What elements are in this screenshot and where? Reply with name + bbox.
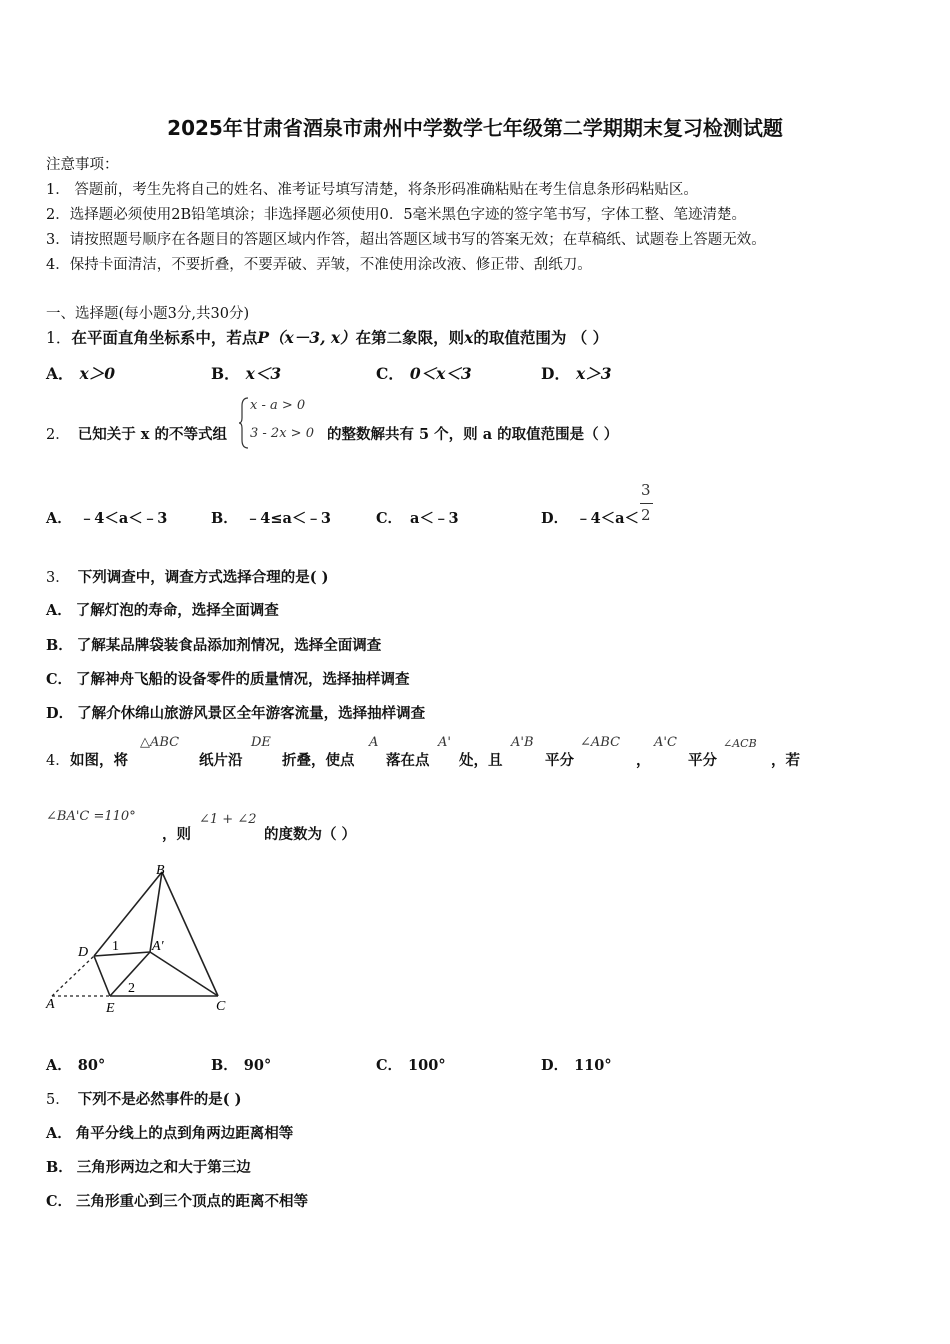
- option-label: C．: [376, 510, 403, 527]
- option-text: 90°: [243, 1057, 272, 1074]
- option-label: D．: [541, 364, 570, 383]
- notice-item-4: 4．保持卡面清洁，不要折叠，不要弄破、弄皱，不准使用涂改液、修正带、刮纸刀。: [46, 257, 592, 273]
- option-label: A．: [46, 510, 72, 527]
- question-number: 2．: [46, 427, 70, 443]
- option-label: C．: [376, 364, 404, 383]
- math-a-prime-b: A'B: [511, 735, 534, 750]
- option-label: D．: [541, 510, 569, 527]
- option-label: B．: [211, 1057, 238, 1074]
- question-number: 4．: [46, 753, 70, 769]
- notice-item-1: 1． 答题前，考生先将自己的姓名、准考证号填写清楚，将条形码准确粘贴在考生信息条形码粘贴区。: [46, 182, 698, 198]
- option-text: 了解某品牌袋装食品添加剂情况，选择全面调查: [76, 637, 382, 654]
- option-b[interactable]: [211, 1054, 271, 1075]
- question-text: 如图，将: [70, 752, 128, 769]
- option-text: x＜3: [245, 364, 282, 383]
- option-text: 80°: [77, 1057, 106, 1074]
- option-text: a＜﹣3: [410, 510, 459, 527]
- label-d: D: [78, 945, 89, 960]
- question-text: 在平面直角坐标系中，若点: [71, 328, 258, 347]
- question-number: 5．: [46, 1092, 70, 1108]
- option-a[interactable]: [46, 1054, 105, 1075]
- fold-de: [94, 956, 110, 996]
- math-a: A: [369, 735, 379, 750]
- inequality-2: 3 - 2x > 0: [250, 426, 314, 441]
- math-angle-acb: ∠ACB: [723, 737, 757, 750]
- option-b[interactable]: [211, 362, 281, 384]
- option-text: 三角形两边之和大于第三边: [76, 1159, 251, 1176]
- page-title: 2025年甘肃省酒泉市肃州中学数学七年级第二学期期末复习检测试题: [167, 116, 783, 140]
- label-angle-2: 2: [128, 981, 135, 996]
- question-text: 处，且: [459, 752, 503, 769]
- question-text: ，若: [771, 752, 800, 769]
- fold-da-prime: [94, 952, 150, 956]
- question-1: [46, 326, 608, 348]
- question-3: [46, 566, 329, 587]
- option-b[interactable]: [46, 634, 381, 655]
- option-text: ﹣4≤a＜﹣3: [245, 510, 331, 527]
- label-angle-1: 1: [112, 939, 119, 954]
- brace-icon: [238, 396, 250, 450]
- option-text: 三角形重心到三个顶点的距离不相等: [76, 1193, 309, 1210]
- option-label: A．: [46, 602, 72, 619]
- option-text: x＞3: [575, 364, 612, 383]
- label-e: E: [106, 1001, 115, 1016]
- option-c[interactable]: [376, 1054, 446, 1075]
- option-c[interactable]: [46, 668, 410, 689]
- question-text: ，: [636, 752, 651, 769]
- notice-item-3: 3．请按照题号顺序在各题目的答题区域内作答，超出答题区域书写的答案无效；在草稿纸、试题卷上答题无效。: [46, 232, 766, 248]
- option-label: D．: [541, 1057, 569, 1074]
- question-text: 的整数解共有 5 个，则 a 的取值范围是（ ）: [327, 426, 619, 443]
- fraction-denominator: 2: [641, 506, 651, 524]
- option-label: C．: [46, 1193, 73, 1210]
- math-a-prime-c: A'C: [654, 735, 677, 750]
- label-c: C: [216, 999, 226, 1014]
- option-text: 100°: [408, 1057, 446, 1074]
- question-number: 1．: [46, 329, 72, 347]
- question-text: 的取值范围为 （ ）: [473, 328, 609, 347]
- math-angle-ba-prime-c: ∠BA'C =110°: [46, 809, 136, 824]
- section-heading: 一、选择题(每小题3分,共30分): [46, 306, 250, 322]
- point-expression: P（x－3, x）: [257, 328, 356, 347]
- option-a[interactable]: [46, 599, 279, 620]
- option-c[interactable]: [376, 507, 459, 528]
- fraction-numerator: 3: [641, 481, 651, 499]
- math-triangle-abc: △ABC: [140, 735, 180, 750]
- triangle-figure: [40, 860, 250, 1020]
- question-text: ，则: [162, 826, 191, 843]
- option-b[interactable]: [46, 1156, 251, 1177]
- math-angle-sum: ∠1 + ∠2: [199, 812, 257, 827]
- question-text: 已知关于 x 的不等式组: [77, 426, 227, 443]
- label-b: B: [156, 863, 165, 878]
- math-angle-abc: ∠ABC: [580, 735, 621, 750]
- option-label: C．: [376, 1057, 403, 1074]
- option-text: ﹣4＜a＜﹣3: [79, 510, 168, 527]
- option-label: B．: [211, 510, 238, 527]
- option-text: 了解灯泡的寿命，选择全面调查: [75, 602, 279, 619]
- option-a[interactable]: [46, 362, 115, 384]
- option-a[interactable]: [46, 507, 167, 528]
- option-label: A．: [46, 364, 74, 383]
- question-number: 3．: [46, 570, 70, 586]
- notice-heading: 注意事项：: [46, 157, 119, 173]
- option-text: 110°: [574, 1057, 612, 1074]
- option-label: C．: [46, 671, 73, 688]
- label-a: A: [46, 997, 55, 1012]
- option-d[interactable]: [541, 362, 611, 384]
- option-label: B．: [46, 1159, 73, 1176]
- question-text: 平分: [545, 752, 574, 769]
- option-d[interactable]: [541, 507, 639, 528]
- variable: x: [464, 328, 474, 347]
- question-text: 折叠，使点: [282, 752, 355, 769]
- option-text: 了解神舟飞船的设备零件的质量情况，选择抽样调查: [76, 671, 410, 688]
- notice-item-2: 2．选择题必须使用2B铅笔填涂；非选择题必须使用0．5毫米黑色字迹的签字笔书写，字体工整、笔迹清楚。: [46, 207, 747, 223]
- question-text: 下列不是必然事件的是( ): [77, 1091, 242, 1108]
- math-de: DE: [251, 735, 271, 750]
- option-label: B．: [46, 637, 73, 654]
- option-text: 了解介休绵山旅游风景区全年游客流量，选择抽样调查: [77, 705, 426, 722]
- question-2-start: [46, 423, 227, 444]
- option-text: 角平分线上的点到角两边距离相等: [75, 1125, 294, 1142]
- option-d[interactable]: [46, 702, 425, 723]
- math-a-prime: A': [438, 735, 451, 750]
- option-d[interactable]: [541, 1054, 612, 1075]
- inequality-1: x - a > 0: [250, 398, 306, 413]
- question-text: 下列调查中，调查方式选择合理的是( ): [77, 569, 329, 586]
- option-a[interactable]: [46, 1122, 293, 1143]
- option-c[interactable]: [376, 362, 472, 384]
- option-text: ﹣4＜a＜: [576, 510, 640, 527]
- option-text: x＞0: [79, 364, 116, 383]
- question-text: 平分: [688, 752, 717, 769]
- question-5: [46, 1088, 242, 1109]
- label-a-prime: A′: [152, 939, 164, 954]
- option-text: 0＜x＜3: [409, 364, 472, 383]
- dashed-ad: [52, 956, 94, 996]
- question-text: 在第二象限，则: [355, 328, 465, 347]
- option-label: A．: [46, 1057, 72, 1074]
- fraction-bar: [640, 503, 653, 504]
- question-text: 纸片沿: [199, 752, 243, 769]
- option-label: A．: [46, 1125, 72, 1142]
- option-c[interactable]: [46, 1190, 308, 1211]
- question-text: 的度数为（ ）: [264, 826, 357, 843]
- question-text: 落在点: [386, 752, 430, 769]
- option-label: B．: [211, 364, 240, 383]
- option-b[interactable]: [211, 507, 331, 528]
- option-label: D．: [46, 705, 74, 722]
